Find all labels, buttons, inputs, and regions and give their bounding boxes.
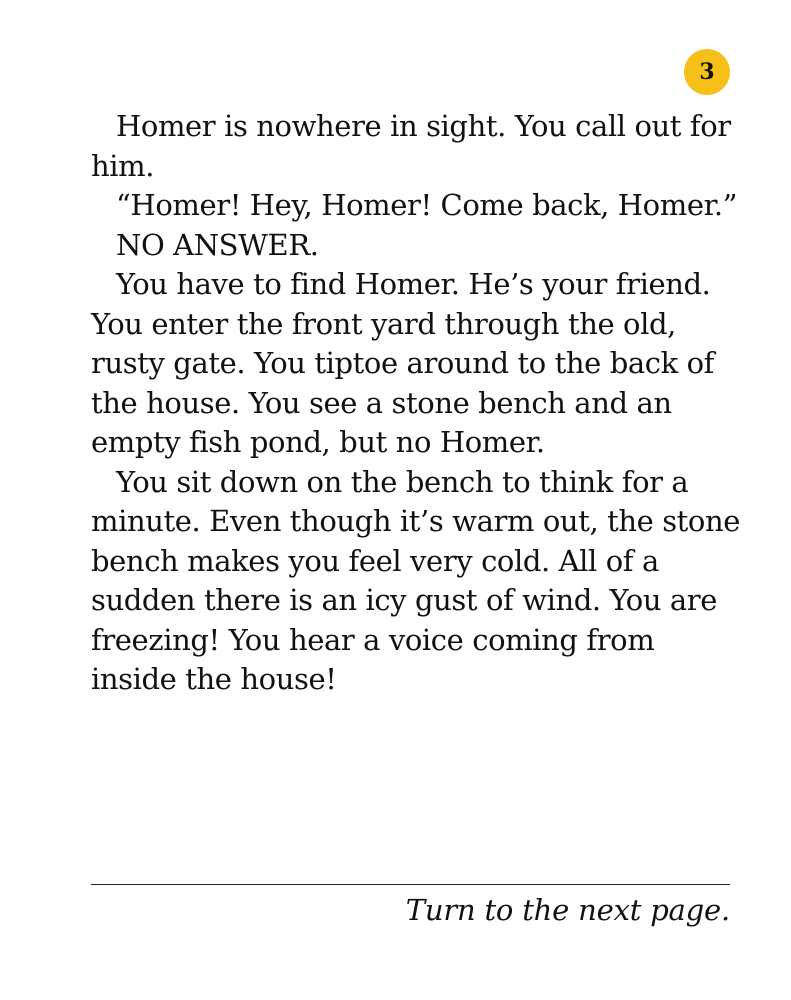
footer-divider <box>91 884 730 885</box>
story-paragraph: Homer is nowhere in sight. You call out for him. <box>91 109 731 183</box>
story-text <box>91 107 741 700</box>
turn-page-instruction: Turn to the next page. <box>405 893 730 927</box>
story-paragraph: You have to find Homer. He’s your friend. You enter the front yard through the old, rusty gate. You tiptoe around to the back of the house. You see a stone bench and an empty fish pond, but no Homer. <box>91 267 715 459</box>
story-paragraph: You sit down on the bench to think for a minute. Even though it’s warm out, the stone bench makes you feel very cold. All of a sudden there is an icy gust of wind. You are freezing! You hear a voice coming from inside the house! <box>91 464 741 696</box>
story-paragraph: NO ANSWER. <box>116 227 319 262</box>
story-paragraph: “Homer! Hey, Homer! Come back, Homer.” <box>116 188 738 222</box>
page-number: 3 <box>699 59 715 85</box>
page-number-badge <box>684 49 730 95</box>
